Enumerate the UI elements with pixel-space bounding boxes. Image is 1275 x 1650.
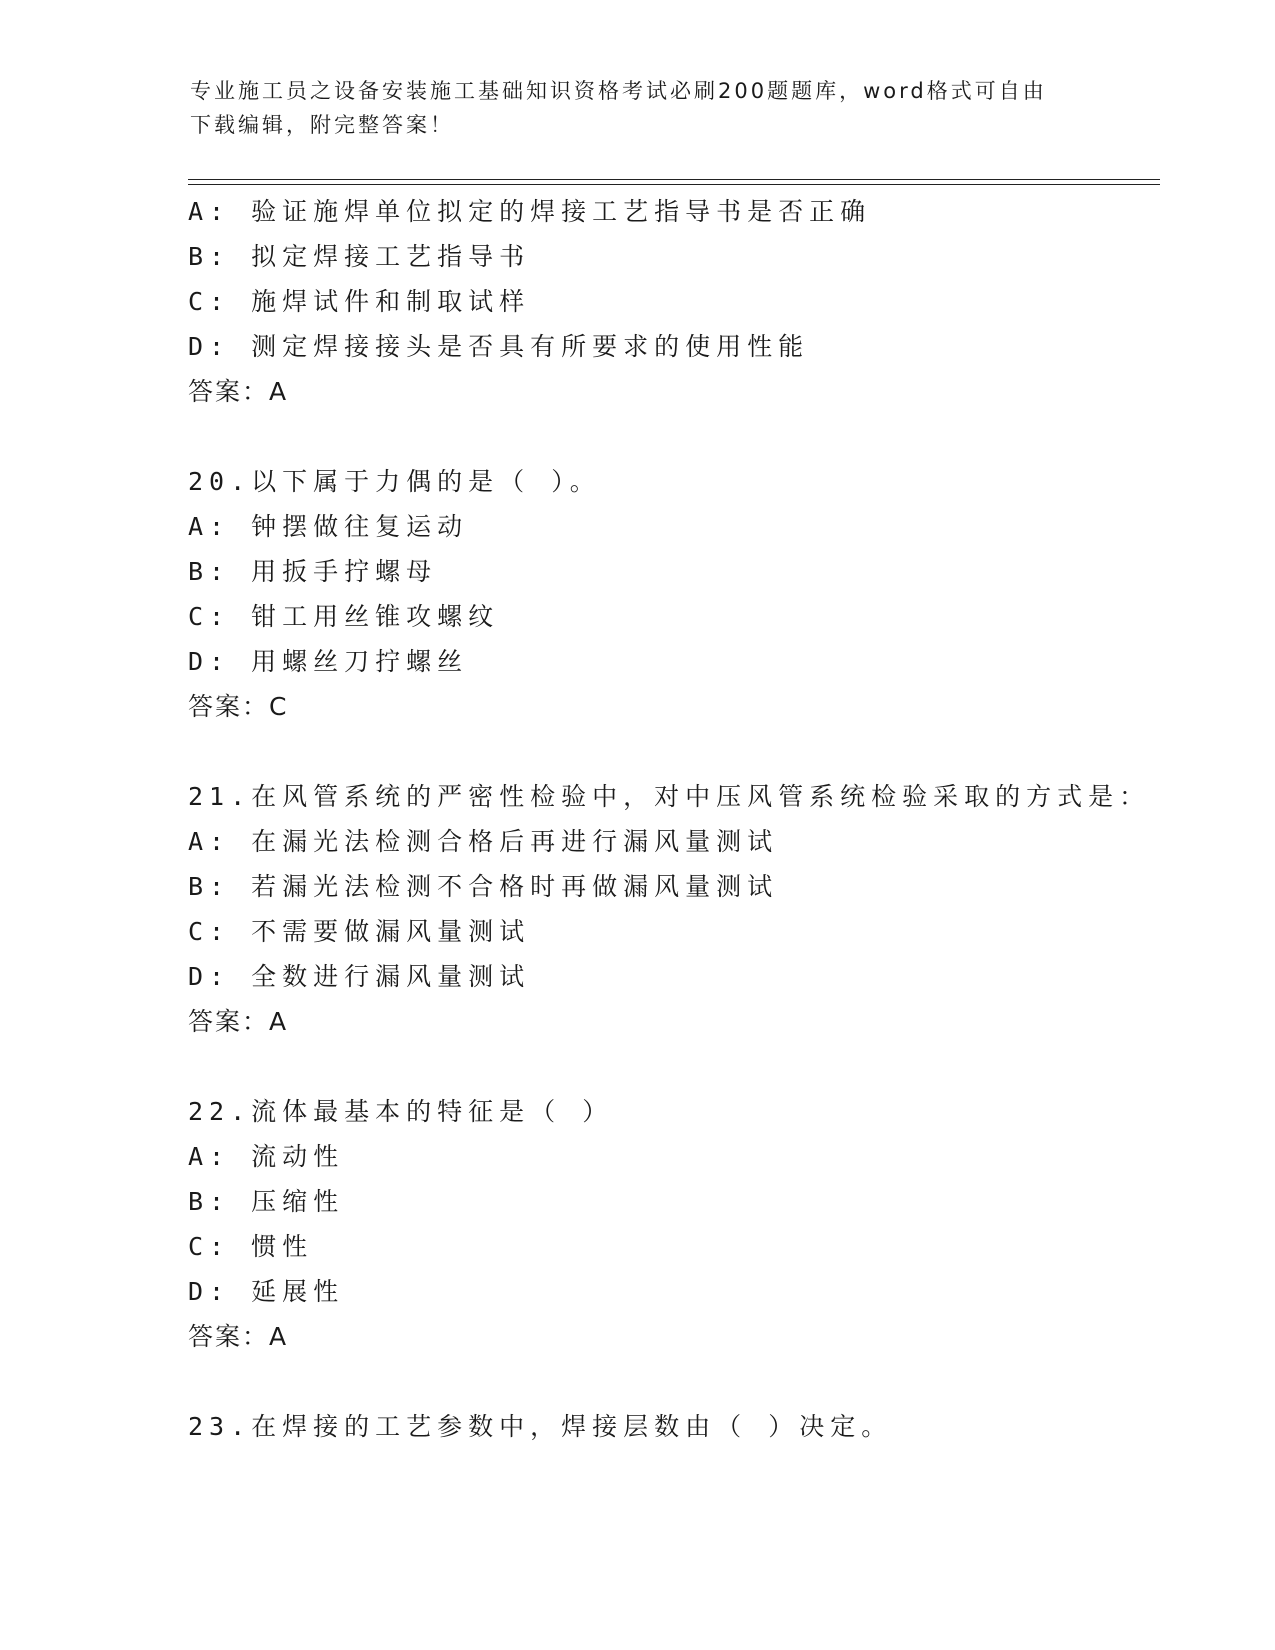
q21-question: 21.在风管系统的严密性检验中，对中压风管系统检验采取的方式是：	[188, 782, 1151, 811]
document-header	[190, 74, 1090, 142]
q20-option-b: B: 用扳手拧螺母	[188, 557, 438, 586]
q20-option-d: D: 用螺丝刀拧螺丝	[188, 647, 469, 676]
q19-option-c: C: 施焊试件和制取试样	[188, 287, 531, 316]
q21-option-c: C: 不需要做漏风量测试	[188, 917, 531, 946]
q22-question: 22.流体最基本的特征是（ ）	[188, 1097, 614, 1126]
q21-answer: 答案：A	[188, 1007, 289, 1036]
header-line-2: 下载编辑，附完整答案！	[190, 113, 454, 137]
header-divider-top	[188, 179, 1160, 180]
q19-answer: 答案：A	[188, 377, 289, 406]
q20-answer: 答案：C	[188, 692, 289, 721]
q22-option-d: D: 延展性	[188, 1277, 345, 1306]
q20-question: 20.以下属于力偶的是（ ）。	[188, 467, 601, 496]
q19-option-a: A: 验证施焊单位拟定的焊接工艺指导书是否正确	[188, 197, 872, 226]
q19-option-b: B: 拟定焊接工艺指导书	[188, 242, 531, 271]
q22-option-a: A: 流动性	[188, 1142, 345, 1171]
q22-option-b: B: 压缩性	[188, 1187, 345, 1216]
q21-option-a: A: 在漏光法检测合格后再进行漏风量测试	[188, 827, 779, 856]
q20-option-c: C: 钳工用丝锥攻螺纹	[188, 602, 500, 631]
q20-option-a: A: 钟摆做往复运动	[188, 512, 469, 541]
q21-option-d: D: 全数进行漏风量测试	[188, 962, 531, 991]
q19-option-d: D: 测定焊接接头是否具有所要求的使用性能	[188, 332, 810, 361]
q21-option-b: B: 若漏光法检测不合格时再做漏风量测试	[188, 872, 779, 901]
q22-option-c: C: 惯性	[188, 1232, 314, 1261]
header-divider-bottom	[188, 184, 1160, 185]
q22-answer: 答案：A	[188, 1322, 289, 1351]
header-line-1: 专业施工员之设备安装施工基础知识资格考试必刷200题题库，word格式可自由	[190, 79, 1047, 103]
q23-question: 23.在焊接的工艺参数中，焊接层数由（ ）决定。	[188, 1412, 893, 1441]
